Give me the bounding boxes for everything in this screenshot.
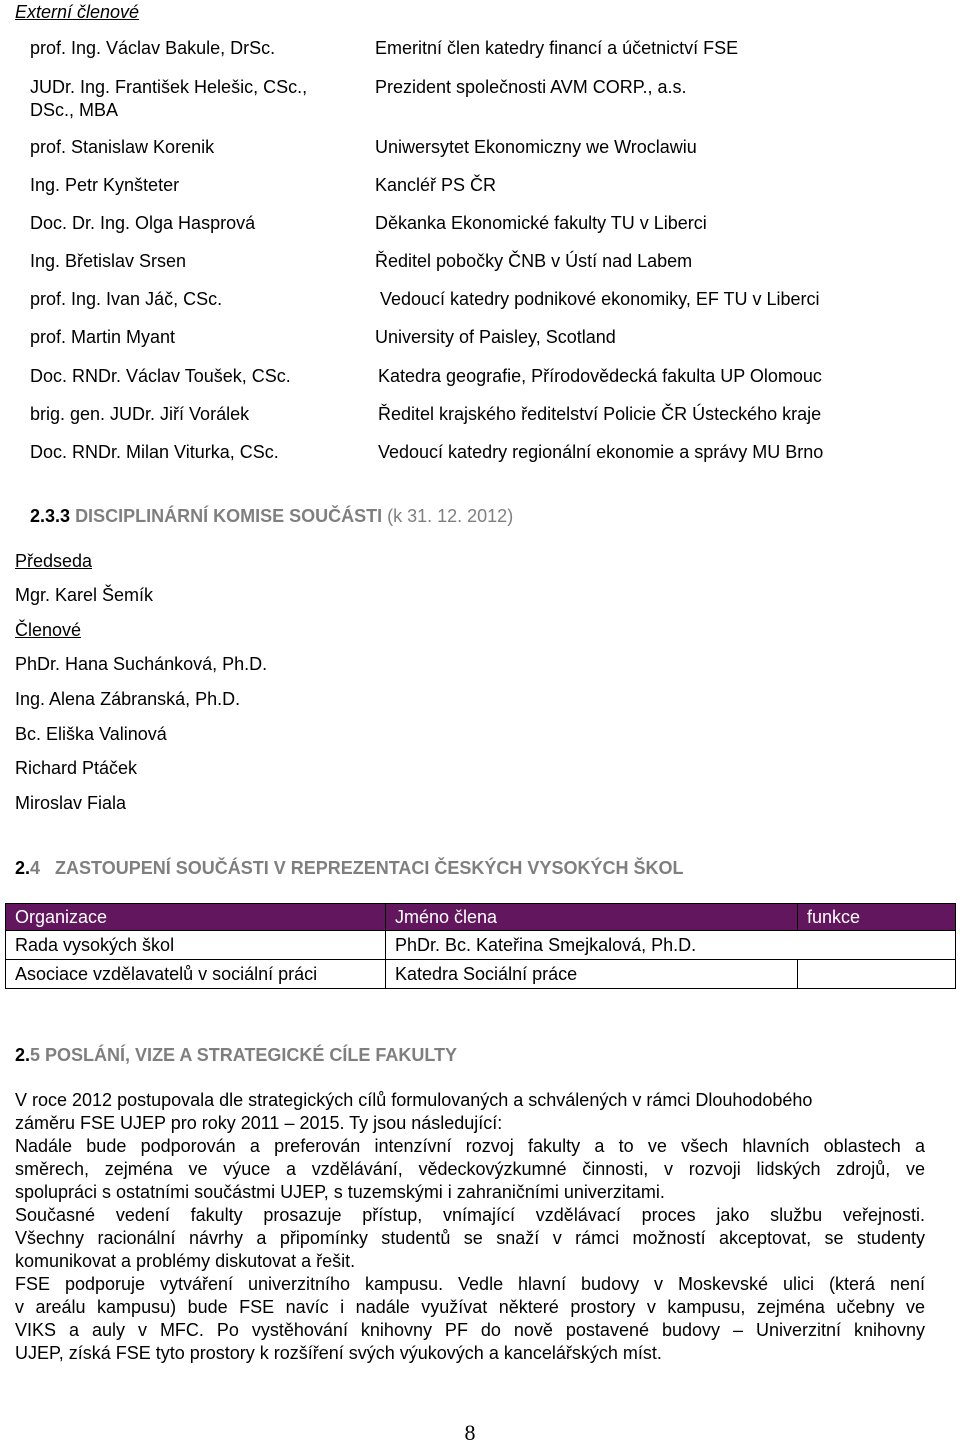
mission-paragraph-intro — [15, 1089, 925, 1135]
commission-member: PhDr. Hana Suchánková, Ph.D. — [15, 654, 268, 674]
table-cell-organization: Rada vysokých škol — [6, 931, 386, 960]
column-header-function: funkce — [798, 904, 956, 931]
text-line: v areálu kampusu) bude FSE navíc i nadále využívat některé prostory v kampusu, zejména učebny ve — [15, 1297, 925, 1317]
representation-heading — [15, 857, 683, 879]
text-line: UJEP, získá FSE tyto prostory k rozšíření svých výukových a kancelářských míst. — [15, 1343, 662, 1363]
member-role: Vedoucí katedry podnikové ekonomiky, EF TU v Liberci — [380, 289, 820, 309]
member-role: Ředitel pobočky ČNB v Ústí nad Labem — [375, 251, 693, 271]
member-name: prof. Martin Myant — [30, 327, 176, 347]
member-role: Kancléř PS ČR — [375, 175, 497, 195]
text-line: záměru FSE UJEP pro roky 2011 – 2015. Ty jsou následující: — [15, 1113, 503, 1133]
table-row — [6, 931, 956, 960]
page-number: 8 — [464, 1420, 476, 1445]
table-row — [6, 960, 956, 989]
section-number: 2.3.3 — [30, 506, 71, 526]
member-name: prof. Ing. Václav Bakule, DrSc. — [30, 38, 276, 58]
mission-paragraph-campus — [15, 1273, 925, 1365]
disciplinary-commission-heading — [30, 505, 513, 527]
external-members-heading: Externí členové — [15, 2, 140, 22]
member-name: JUDr. Ing. František Helešic, CSc., — [30, 77, 308, 97]
commission-member: Richard Ptáček — [15, 758, 138, 778]
member-role: Emeritní člen katedry financí a účetnictví FSE — [375, 38, 739, 58]
member-name: brig. gen. JUDr. Jiří Vorálek — [30, 404, 250, 424]
section-number-suffix: 4 — [30, 858, 41, 878]
representation-table — [5, 903, 956, 989]
mission-paragraph-management — [15, 1204, 925, 1273]
member-role: Děkanka Ekonomické fakulty TU v Liberci — [375, 213, 707, 233]
mission-paragraph-development — [15, 1135, 925, 1204]
member-name: Ing. Břetislav Srsen — [30, 251, 187, 271]
member-role: University of Paisley, Scotland — [375, 327, 616, 347]
text-line: Současné vedení fakulty prosazuje přístup, vnímající vzdělávací proces jako službu veřejnosti. — [15, 1205, 925, 1225]
text-line: Všechny racionální návrhy a připomínky studentů se snaží v rámci možností akceptovat, se studenty — [15, 1228, 925, 1248]
member-role: Vedoucí katedry regionální ekonomie a správy MU Brno — [378, 442, 824, 462]
table-cell-function — [798, 960, 956, 989]
member-name: Doc. RNDr. Václav Toušek, CSc. — [30, 366, 291, 386]
section-title: DISCIPLINÁRNÍ KOMISE SOUČÁSTI — [75, 506, 383, 526]
member-name: Doc. RNDr. Milan Viturka, CSc. — [30, 442, 279, 462]
section-title: POSLÁNÍ, VIZE A STRATEGICKÉ CÍLE FAKULTY — [45, 1045, 458, 1065]
table-cell-member-name: Katedra Sociální práce — [386, 960, 798, 989]
section-number: 2. — [15, 1045, 31, 1065]
section-title: ZASTOUPENÍ SOUČÁSTI V REPREZENTACI ČESKÝCH VYSOKÝCH ŠKOL — [55, 858, 684, 878]
section-date: (k 31. 12. 2012) — [387, 506, 514, 526]
text-line: komunikovat a problémy diskutovat a řešit. — [15, 1251, 356, 1271]
section-number-suffix: 5 — [30, 1045, 41, 1065]
text-line: směrech, zejména ve výuce a vzdělávání, vědeckovýzkumné činnosti, v rozvoji lidských zdrojů, ve — [15, 1159, 925, 1179]
member-role: Prezident společnosti AVM CORP., a.s. — [375, 77, 687, 97]
column-header-organization: Organizace — [6, 904, 386, 931]
table-cell-organization: Asociace vzdělavatelů v sociální práci — [6, 960, 386, 989]
commission-member: Bc. Eliška Valinová — [15, 724, 167, 744]
members-label: Členové — [15, 620, 82, 640]
text-line: spolupráci s ostatními součástmi UJEP, s tuzemskými i zahraničními univerzitami. — [15, 1182, 665, 1202]
table-cell-member-name: PhDr. Bc. Kateřina Smejkalová, Ph.D. — [386, 931, 798, 960]
chair-name: Mgr. Karel Šemík — [15, 585, 154, 605]
section-number: 2. — [15, 858, 31, 878]
member-role: Ředitel krajského ředitelství Policie ČR Ústeckého kraje — [378, 404, 822, 424]
chair-label: Předseda — [15, 551, 93, 571]
text-line: V roce 2012 postupovala dle strategických cílů formulovaných a schválených v rámci Dlouhodobého — [15, 1090, 813, 1110]
text-line: VIKS a auly v MFC. Po vystěhování knihovny PF do nově postavené budovy – Univerzitní knihovny — [15, 1320, 925, 1340]
table-cell-function — [798, 931, 956, 960]
member-name: prof. Ing. Ivan Jáč, CSc. — [30, 289, 223, 309]
column-header-member-name: Jméno člena — [386, 904, 798, 931]
text-line: Nadále bude podporován a preferován intenzívní rozvoj fakulty a to ve všech hlavních oblastech a — [15, 1136, 925, 1156]
table-header-row — [6, 904, 956, 931]
text-line: FSE podporuje vytváření univerzitního kampusu. Vedle hlavní budovy v Moskevské ulici (která není — [15, 1274, 925, 1294]
member-name: Doc. Dr. Ing. Olga Hasprová — [30, 213, 256, 233]
member-role: Uniwersytet Ekonomiczny we Wroclawiu — [375, 137, 697, 157]
member-name: Ing. Petr Kynšteter — [30, 175, 180, 195]
mission-heading — [15, 1044, 457, 1066]
commission-member: Miroslav Fiala — [15, 793, 127, 813]
commission-member: Ing. Alena Zábranská, Ph.D. — [15, 689, 241, 709]
member-name: prof. Stanislaw Korenik — [30, 137, 215, 157]
member-role: Katedra geografie, Přírodovědecká fakulta UP Olomouc — [378, 366, 822, 386]
member-name-continued: DSc., MBA — [30, 100, 119, 120]
